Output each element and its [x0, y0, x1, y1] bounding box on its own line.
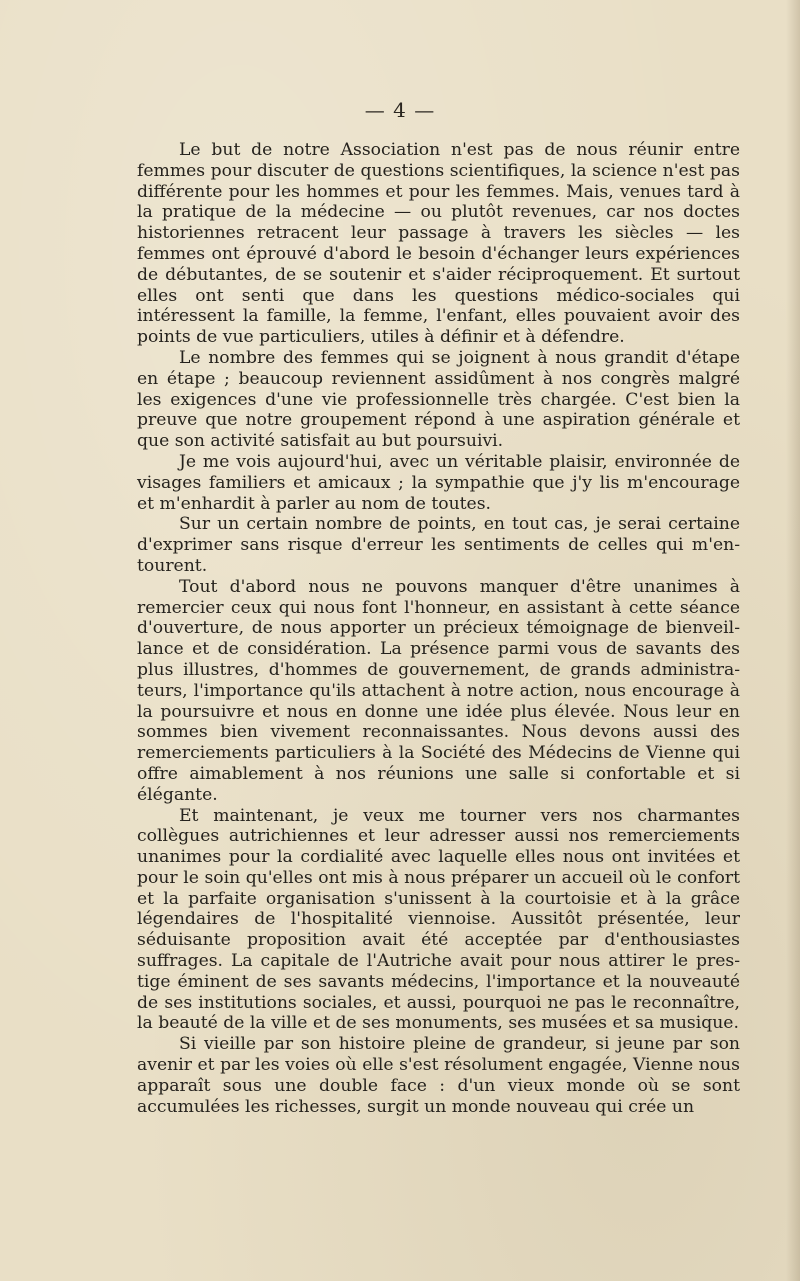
paragraph: Le but de notre Association n'est pas de nous réunir entre femmes pour discuter de questions scientifiques, la science n'est pas différente pour les hommes et pour les femmes. Mais, venues tard à la pratique de la médecine — ou plutôt revenues, car nos doctes historiennes retracent leur passage à travers les siècles — les femmes ont éprouvé d'abord le besoin d'échanger leurs expériences de débutantes, de se soutenir et s'aider réciproquement. Et surtout elles ont senti que dans les questions médico-sociales qui intéressent la famille, la femme, l'enfant, elles pouvaient avoir des points de vue particuliers, utiles à définir et à défendre. — [137, 140, 740, 348]
paragraph: Si vieille par son histoire pleine de grandeur, si jeune par son avenir et par les voies où elle s'est résolument engagée, Vienne nous apparaît sous une double face : d'un vieux monde où se sont accumulées les richesses, surgit un monde nouveau qui crée un — [137, 1034, 740, 1117]
paragraph: Tout d'abord nous ne pouvons manquer d'être unanimes à remercier ceux qui nous font l'honneur, en assistant à cette séance d'ouverture, de nous apporter un précieux témoignage de bienveillance et de considération. La présence parmi vous de savants des plus illustres, d'hommes de gouvernement, de grands administrateurs, l'importance qu'ils attachent à notre action, nous encourage à la poursuivre et nous en donne une idée plus élevée. Nous leur en sommes bien vivement reconnaissantes. Nous devons aussi des remerciements particuliers à la Société des Médecins de Vienne qui offre aimablement à nos réunions une salle si confortable et si élégante. — [137, 576, 740, 805]
page-number: — 4 — — [364, 98, 436, 122]
body-text — [137, 140, 740, 1117]
paragraph: Sur un certain nombre de points, en tout cas, je serai certaine d'exprimer sans risque d'erreur les sentiments de celles qui m'entourent. — [137, 514, 740, 576]
paragraph: Et maintenant, je veux me tourner vers nos charmantes collègues autrichiennes et leur adresser aussi nos remerciements unanimes pour la cordialité avec laquelle elles nous ont invitées et pour le soin qu'elles ont mis à nous préparer un accueil où le confort et la parfaite organisation s'unissent à la courtoisie et à la grâce légendaires de l'hospitalité viennoise. Aussitôt présentée, leur séduisante proposition avait été acceptée par d'enthousiastes suffrages. La capitale de l'Autriche avait pour nous attirer le prestige éminent de ses savants médecins, l'importance et la nouveauté de ses institutions sociales, et aussi, pourquoi ne pas le reconnaître, la beauté de la ville et de ses monuments, ses musées et sa musique. — [137, 805, 740, 1034]
paragraph: Le nombre des femmes qui se joignent à nous grandit d'étape en étape ; beaucoup reviennent assidûment à nos congrès malgré les exigences d'une vie professionnelle très chargée. C'est bien la preuve que notre groupement répond à une aspiration générale et que son activité satisfait au but poursuivi. — [137, 347, 740, 452]
page-edge-shadow — [786, 0, 800, 1281]
paragraph: Je me vois aujourd'hui, avec un véritable plaisir, environnée de visages familiers et amicaux ; la sympathie que j'y lis m'encourage et m'enhardit à parler au nom de toutes. — [137, 451, 740, 514]
